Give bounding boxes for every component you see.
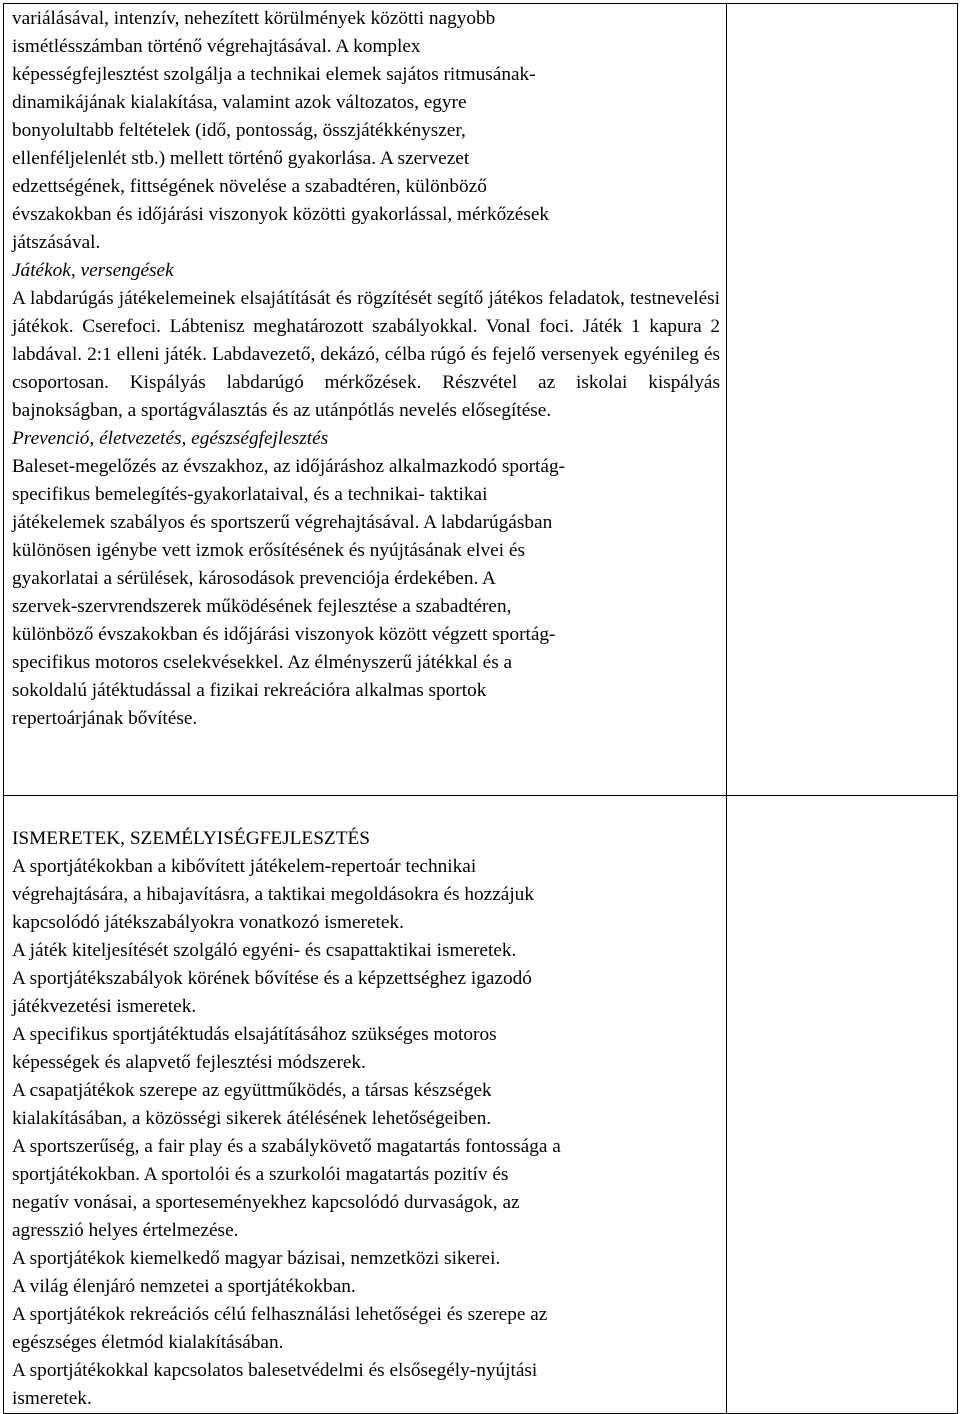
- text-line: variálásával, intenzív, nehezített körülmények közötti nagyobb: [12, 8, 496, 29]
- text-line: játékvezetési ismeretek.: [12, 996, 197, 1017]
- text-line: specifikus bemelegítés-gyakorlataival, és a technikai- taktikai: [12, 484, 488, 505]
- text-line: évszakokban és időjárási viszonyok közötti gyakorlással, mérkőzések: [12, 204, 550, 225]
- text-line: játszásával.: [12, 232, 101, 253]
- table-row: [4, 796, 958, 1414]
- text-line: szervek-szervrendszerek működésének fejlesztése a szabadtéren,: [12, 596, 512, 617]
- text-line: specifikus motoros cselekvésekkel. Az élményszerű játékkal és a: [12, 652, 513, 673]
- text-line: kapcsolódó játékszabályokra vonatkozó ismeretek.: [12, 912, 404, 933]
- document-page: [3, 3, 957, 1409]
- text-line: A sportjátékokkal kapcsolatos balesetvédelmi és elsősegély-nyújtási: [12, 1360, 538, 1381]
- text-line: sportjátékokban. A sportolói és a szurkolói magatartás pozitív és: [12, 1164, 509, 1185]
- text-line: különösen igénybe vett izmok erősítésének és nyújtásának elvei és: [12, 540, 525, 561]
- text-line: A sportjátékok rekreációs célú felhasználási lehetőségei és szerepe az: [12, 1304, 548, 1325]
- section-heading: ISMERETEK, SZEMÉLYISÉGFEJLESZTÉS: [12, 828, 370, 849]
- text-line: ellenféljelenlét stb.) mellett történő gyakorlása. A szervezet: [12, 148, 470, 169]
- text-line: gyakorlatai a sérülések, károsodások prevenciója érdekében. A: [12, 568, 496, 589]
- content-cell: [4, 4, 727, 796]
- text-line: A játék kiteljesítését szolgáló egyéni- és csapattaktikai ismeretek.: [12, 940, 517, 961]
- empty-side-cell: [727, 4, 958, 796]
- text-line: bonyolultabb feltételek (idő, pontosság, összjátékkényszer,: [12, 120, 466, 141]
- text-line: A csapatjátékok szerepe az együttműködés, a társas készségek: [12, 1080, 492, 1101]
- prevention-heading: Prevenció, életvezetés, egészségfejlesztés: [12, 428, 329, 449]
- curriculum-table: [3, 3, 958, 1414]
- text-line: A sportjátékok kiemelkedő magyar bázisai, nemzetközi sikerei.: [12, 1248, 501, 1269]
- text-line: végrehajtására, a hibajavításra, a taktikai megoldásokra és hozzájuk: [12, 884, 534, 905]
- text-line: egészséges életmód kialakításában.: [12, 1332, 284, 1353]
- intro-paragraph: [12, 5, 720, 257]
- text-line: A specifikus sportjátéktudás elsajátításához szükséges motoros: [12, 1024, 497, 1045]
- text-line: ismeretek.: [12, 1388, 92, 1409]
- text-line: Baleset-megelőzés az évszakhoz, az időjáráshoz alkalmazkodó sportág-: [12, 456, 566, 477]
- text-line: repertoárjának bővítése.: [12, 708, 198, 729]
- text-line: sokoldalú játéktudással a fizikai rekreációra alkalmas sportok: [12, 680, 487, 701]
- text-line: különböző évszakokban és időjárási viszonyok között végzett sportág-: [12, 624, 556, 645]
- text-line: negatív vonásai, a sporteseményekhez kapcsolódó durvaságok, az: [12, 1192, 520, 1213]
- text-line: képességfejlesztést szolgálja a technikai elemek sajátos ritmusának-: [12, 64, 536, 85]
- text-line: kialakításában, a közösségi sikerek átélésének lehetőségeiben.: [12, 1108, 492, 1129]
- games-paragraph: A labdarúgás játékelemeinek elsajátítását és rögzítését segítő játékos feladatok, testnevelési játékok. Cserefoci. Lábtenisz meghatározott szabályokkal. Vonal foci. Játék 1 kapura 2 labdával. 2:1 elleni játék. Labdavezető, dekázó, célba rúgó és fejelő versenyek egyénileg és csoportosan. Kispályás labdarúgó mérkőzések. Részvétel az iskolai kispályás bajnokságban, a sportágválasztás és az utánpótlás nevelés elősegítése.: [12, 288, 720, 421]
- knowledge-list: [12, 853, 720, 1413]
- text-line: játékelemek szabályos és sportszerű végrehajtásával. A labdarúgásban: [12, 512, 553, 533]
- text-line: agresszió helyes értelmezése.: [12, 1220, 239, 1241]
- empty-side-cell: [727, 796, 958, 1414]
- prevention-paragraph: [12, 453, 720, 733]
- text-line: dinamikájának kialakítása, valamint azok változatos, egyre: [12, 92, 467, 113]
- text-line: edzettségének, fittségének növelése a szabadtéren, különböző: [12, 176, 487, 197]
- games-heading: Játékok, versengések: [12, 260, 174, 281]
- text-line: A világ élenjáró nemzetei a sportjátékokban.: [12, 1276, 356, 1297]
- content-cell: [4, 796, 727, 1414]
- text-line: A sportjátékokban a kibővített játékelem-repertoár technikai: [12, 856, 477, 877]
- text-line: A sportjátékszabályok körének bővítése és a képzettséghez igazodó: [12, 968, 532, 989]
- table-row: [4, 4, 958, 796]
- text-line: ismétlésszámban történő végrehajtásával. A komplex: [12, 36, 421, 57]
- spacer: [12, 797, 720, 825]
- text-line: képességek és alapvető fejlesztési módszerek.: [12, 1052, 366, 1073]
- text-line: A sportszerűség, a fair play és a szabálykövető magatartás fontossága a: [12, 1136, 561, 1157]
